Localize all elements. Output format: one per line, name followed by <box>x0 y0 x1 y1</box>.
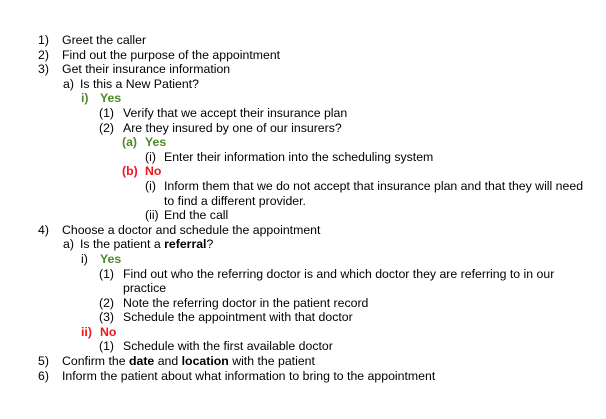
procedure-outline <box>0 33 606 383</box>
item-marker: (2) <box>99 120 115 135</box>
item-marker: (1) <box>99 105 115 120</box>
list-item <box>0 296 606 311</box>
item-marker: 1) <box>38 33 49 47</box>
item-text <box>80 237 213 252</box>
bold-run: date <box>128 354 155 369</box>
list-item-yes <box>0 252 606 267</box>
item-text: Note the referring doctor in the patient record <box>123 295 369 310</box>
list-item-no <box>0 325 606 340</box>
item-text: Choose a doctor and schedule the appointment <box>62 222 321 237</box>
item-text: Greet the caller <box>62 33 147 47</box>
item-marker: 6) <box>38 368 49 383</box>
list-item <box>0 179 606 208</box>
item-marker: (2) <box>99 295 115 310</box>
item-marker: 3) <box>38 62 49 77</box>
item-text: Find out who the referring doctor is and which doctor they are referring to in our practice <box>123 266 555 296</box>
item-text: Enter their information into the scheduling system <box>164 149 434 164</box>
text-run: and <box>154 354 182 369</box>
text-run: Is the patient a <box>80 237 165 252</box>
list-item-yes <box>0 135 606 150</box>
text-run: ? <box>206 237 214 252</box>
list-item <box>0 77 606 92</box>
list-item <box>0 208 606 223</box>
list-item <box>0 237 606 252</box>
list-item <box>0 310 606 325</box>
item-marker: (ii) <box>145 208 159 223</box>
text-run: with the patient <box>228 354 315 369</box>
item-marker: i) <box>81 91 89 106</box>
item-marker: 5) <box>38 354 49 369</box>
no-label: No <box>100 324 117 339</box>
list-item <box>0 354 606 369</box>
bold-run: referral <box>164 237 207 252</box>
list-item <box>0 223 606 238</box>
list-item <box>0 267 606 296</box>
list-item <box>0 369 606 384</box>
bold-run: location <box>181 354 229 369</box>
item-text: Get their insurance information <box>62 62 231 77</box>
item-text <box>62 354 315 369</box>
item-marker: (b) <box>122 164 138 179</box>
item-marker: (a) <box>122 135 138 150</box>
item-text: Inform them that we do not accept that insurance plan and that they will need to find a different provider. <box>164 178 584 208</box>
list-item <box>0 121 606 136</box>
list-item <box>0 62 606 77</box>
list-item <box>0 33 606 48</box>
yes-label: Yes <box>145 135 167 150</box>
list-item <box>0 106 606 121</box>
item-text: Verify that we accept their insurance plan <box>123 105 348 120</box>
item-text: Schedule the appointment with that doctor <box>123 310 353 325</box>
item-marker: (3) <box>99 310 115 325</box>
item-marker: a) <box>63 76 74 91</box>
item-text: Are they insured by one of our insurers? <box>123 120 342 135</box>
text-run: Confirm the <box>62 354 129 369</box>
list-item <box>0 48 606 63</box>
item-marker: a) <box>63 237 74 252</box>
list-item <box>0 150 606 165</box>
item-marker: 2) <box>38 47 49 62</box>
item-text: End the call <box>164 208 229 223</box>
yes-label: Yes <box>100 91 122 106</box>
list-item <box>0 339 606 354</box>
list-item-no <box>0 164 606 179</box>
item-marker: (i) <box>145 178 156 193</box>
item-text: Schedule with the first available doctor <box>123 339 333 354</box>
item-text: Find out the purpose of the appointment <box>62 47 281 62</box>
item-text: Is this a New Patient? <box>80 76 199 91</box>
item-marker: i) <box>81 251 88 266</box>
item-marker: (1) <box>99 266 115 281</box>
item-marker: (i) <box>145 149 156 164</box>
item-text: Inform the patient about what information to bring to the appointment <box>62 368 436 383</box>
yes-label: Yes <box>100 251 122 266</box>
list-item-yes <box>0 91 606 106</box>
item-marker: ii) <box>81 324 92 339</box>
item-marker: 4) <box>38 222 49 237</box>
no-label: No <box>145 164 162 179</box>
item-marker: (1) <box>99 339 115 354</box>
